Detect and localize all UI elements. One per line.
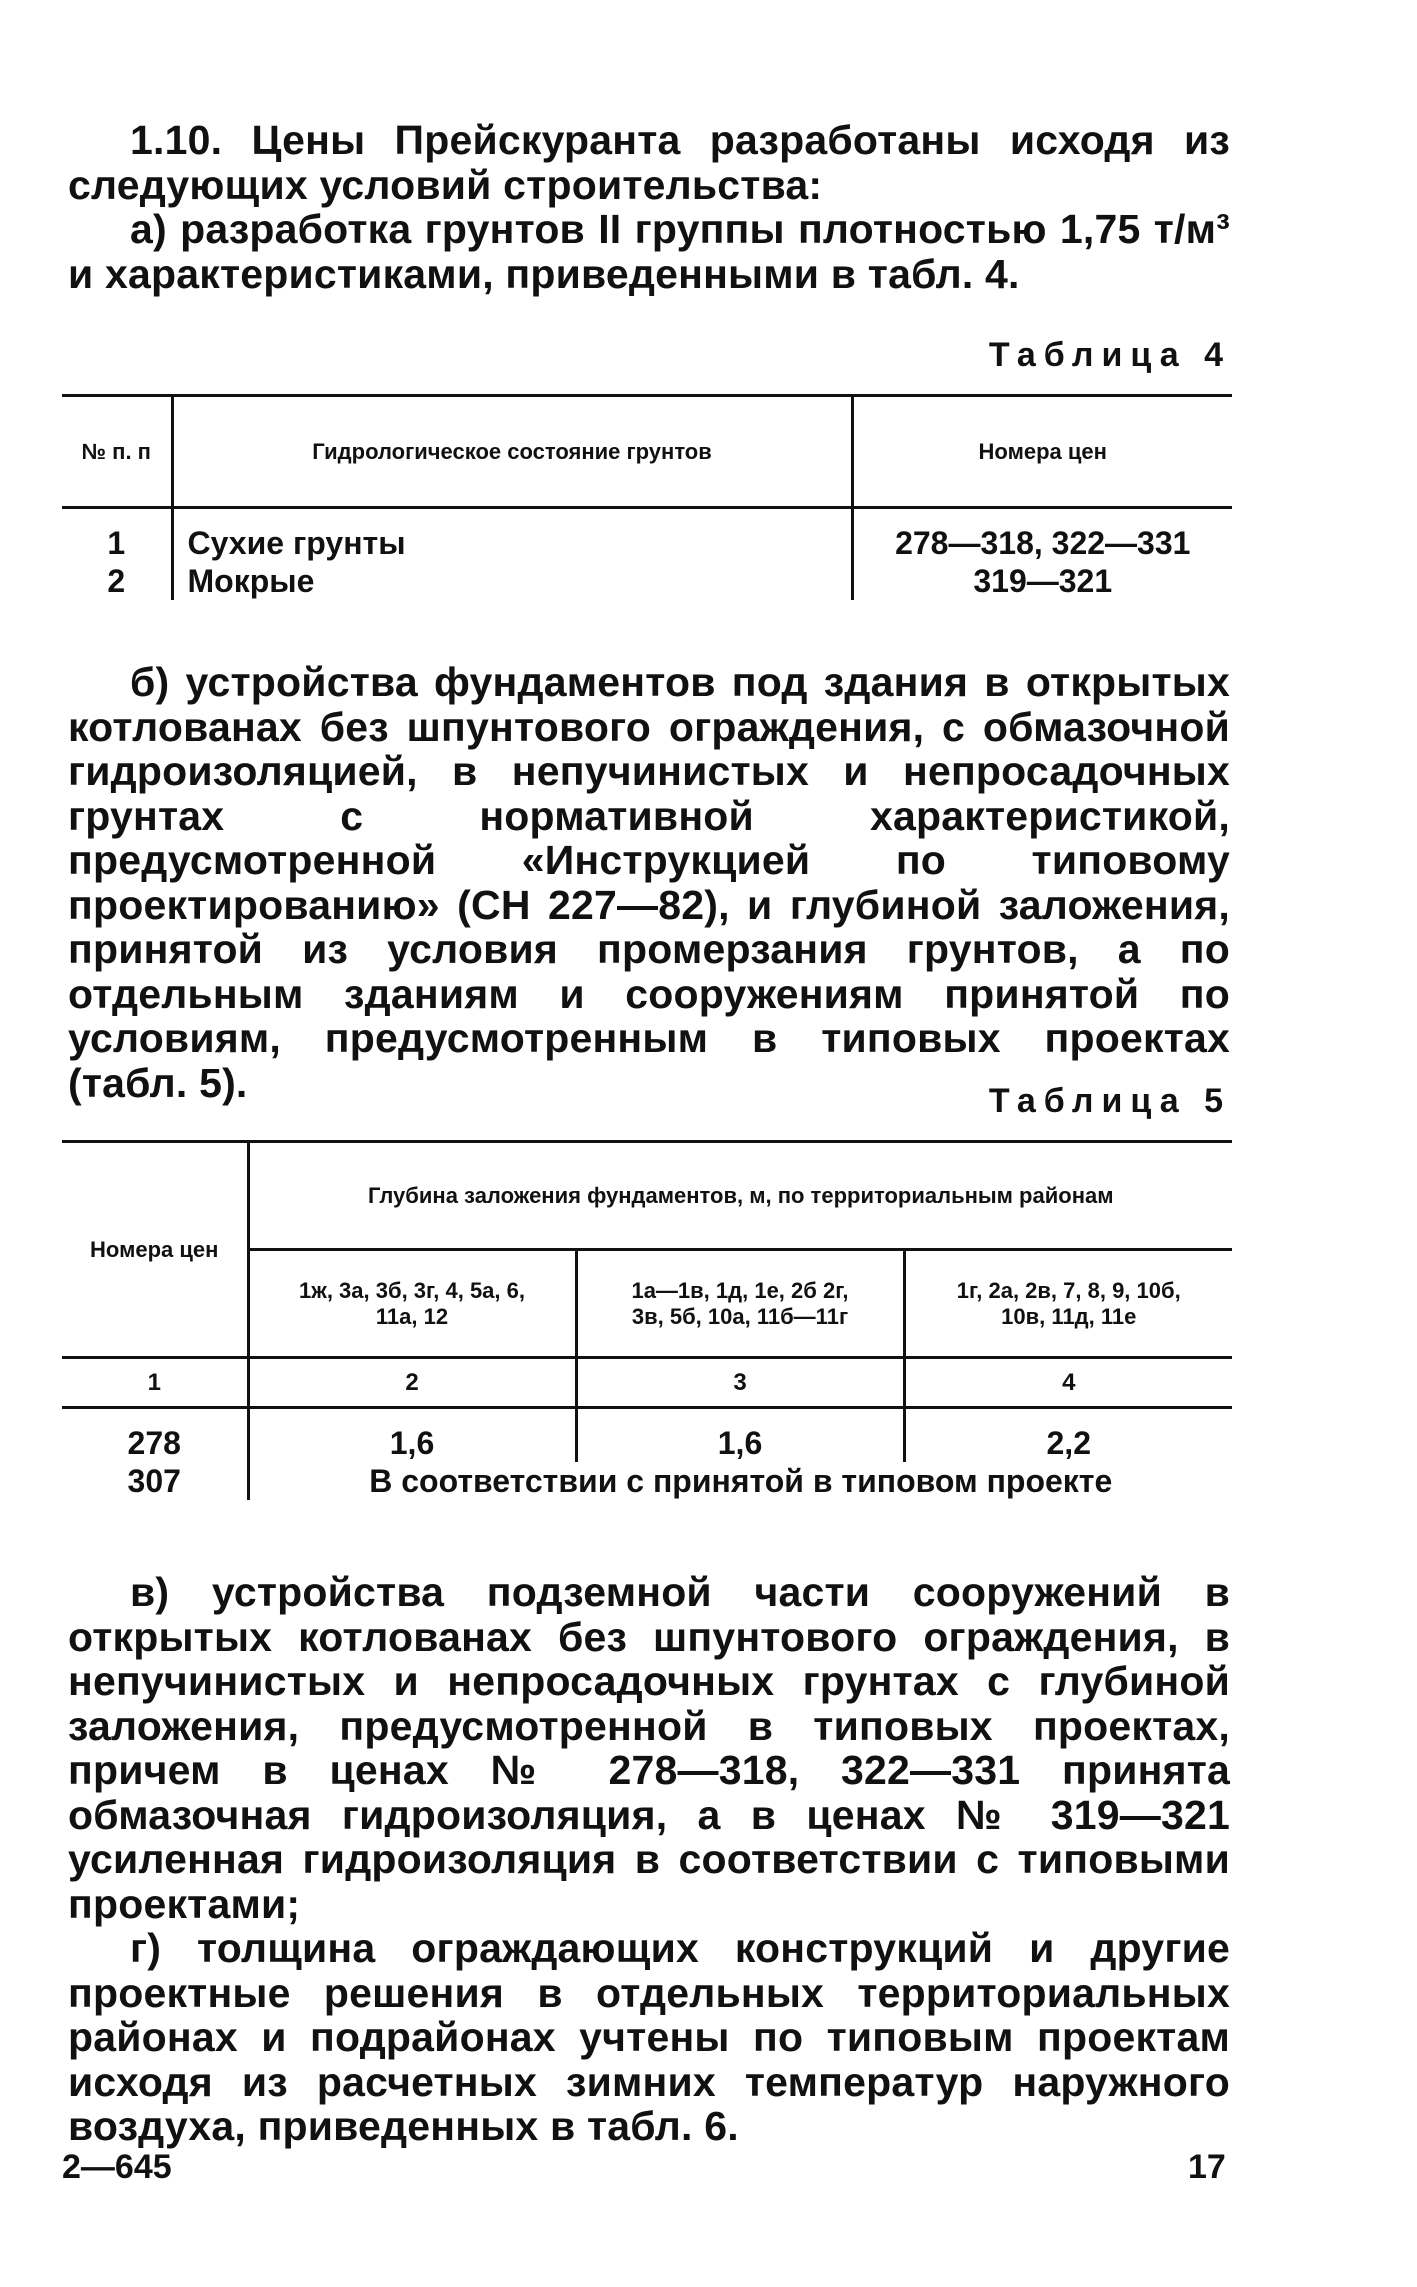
table-row xyxy=(62,1462,1232,1500)
section-1-10 xyxy=(68,118,1230,296)
table4-row1-state: Сухие грунты xyxy=(172,508,852,563)
table4-header-prices: Номера цен xyxy=(978,438,1107,464)
table5-region-1: 1ж, 3а, 3б, 3г, 4, 5а, 6, 11а, 12 xyxy=(248,1250,576,1358)
table5 xyxy=(62,1140,1232,1500)
table5-header-depth: Глубина заложения фундаментов, м, по территориальным районам xyxy=(248,1142,1232,1250)
item-v: в) устройства подземной части сооружений в открытых котлованах без шпунтового ограждения, в непучинистых и непросадочных грунтах с глубиной заложения, предусмотренной в типовых проектах, причем в ценах № 278—318, 322—331 принята обмазочная гидроизоляция, а в ценах № 319—321 усиленная гидроизоляция в соответствии с типовыми проектами; xyxy=(68,1569,1230,1927)
items-v-g-block xyxy=(68,1570,1230,2149)
table-row xyxy=(62,508,1232,563)
table5-colnum-3: 3 xyxy=(576,1358,904,1408)
table5-colnum-1: 1 xyxy=(62,1358,248,1408)
item-b-block xyxy=(68,660,1230,1105)
table5-colnum-2: 2 xyxy=(248,1358,576,1408)
item-g: г) толщина ограждающих конструкций и другие проектные решения в отдельных территориальных районах и подрайонах учтены по типовым проектам исходя из расчетных зимних температур наружного воздуха, приведенных в табл. 6. xyxy=(68,1925,1230,2149)
table4-row2-prices: 319—321 xyxy=(973,563,1113,599)
footer-signature: 2—645 xyxy=(62,2148,172,2186)
table-row xyxy=(62,1408,1232,1463)
table4-row2-state: Мокрые xyxy=(172,562,852,600)
table5-header-prices: Номера цен xyxy=(62,1142,248,1358)
table4 xyxy=(62,394,1232,600)
item-b: б) устройства фундаментов под здания в открытых котлованах без шпунтового ограждения, с обмазочной гидроизоляцией, в непучинистых и непросадочных грунтах с нормативной характеристикой, предусмотренной «Инструкцией по типовому проектированию» (СН 227—82), и глубиной заложения, принятой из условия промерзания грунтов, а по отдельным зданиям и сооружениям принятой по условиям, предусмотренным в типовых проектах (табл. 5). xyxy=(68,659,1230,1106)
page-number: 17 xyxy=(1188,2148,1226,2186)
table5-colnum-4: 4 xyxy=(1062,1368,1076,1396)
table-row xyxy=(62,562,1232,600)
table5-region-3: 1г, 2а, 2в, 7, 8, 9, 10б, 10в, 11д, 11е xyxy=(956,1277,1181,1329)
table5-row2-price: 307 xyxy=(62,1462,248,1500)
table4-header-state: Гидрологическое состояние грунтов xyxy=(172,396,852,508)
table4-header-num: № п. п xyxy=(62,396,172,508)
table4-caption: Таблица 4 xyxy=(988,336,1231,374)
table5-row1-price: 278 xyxy=(62,1408,248,1463)
table5-caption: Таблица 5 xyxy=(988,1082,1231,1120)
table5-row1-value-3: 2,2 xyxy=(1046,1425,1091,1461)
section-intro: 1.10. Цены Прейскуранта разработаны исходя из следующих условий строительства: xyxy=(68,117,1230,208)
table5-row2-text: В соответствии с принятой в типовом проекте xyxy=(369,1463,1113,1499)
table4-row1-num: 1 xyxy=(62,508,172,563)
table4-row1-prices: 278—318, 322—331 xyxy=(895,525,1191,561)
table5-row1-value-1: 1,6 xyxy=(248,1408,576,1463)
table5-row1-value-2: 1,6 xyxy=(576,1408,904,1463)
item-a: а) разработка грунтов II группы плотностью 1,75 т/м³ и характеристиками, приведенными в табл. 4. xyxy=(68,206,1230,297)
table5-region-2: 1а—1в, 1д, 1е, 2б 2г, 3в, 5б, 10а, 11б—11г xyxy=(576,1250,904,1358)
table4-row2-num: 2 xyxy=(62,562,172,600)
